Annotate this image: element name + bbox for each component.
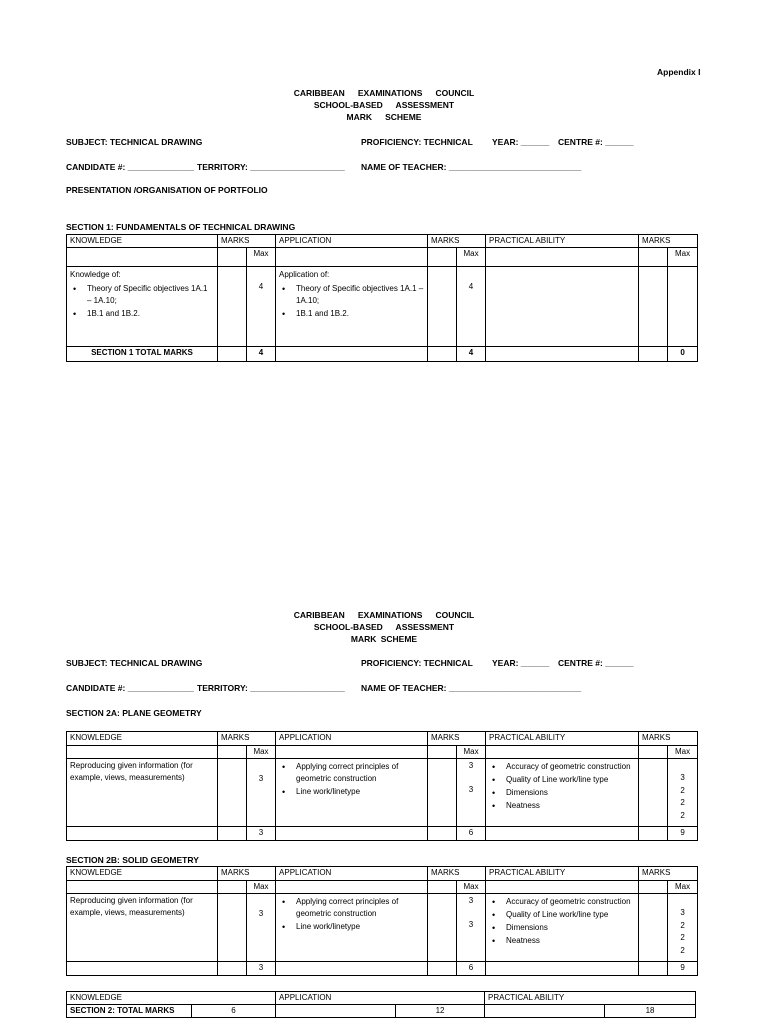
col-knowledge: KNOWLEDGE xyxy=(67,235,218,248)
section2a-knowledge-max: 3 xyxy=(247,759,276,827)
section2a-total-knowledge: 3 xyxy=(247,827,276,841)
application-intro: Application of: xyxy=(279,270,330,279)
col-application: APPLICATION xyxy=(276,732,428,746)
header-council: CARIBBEAN EXAMINATIONS COUNCIL xyxy=(293,610,475,620)
section2b-title: SECTION 2B: SOLID GEOMETRY xyxy=(66,855,199,865)
candidate-field: CANDIDATE #: ______________ xyxy=(66,162,194,172)
application-mark: 3 xyxy=(468,896,474,905)
knowledge-item: • 1B.1 and 1B.2. xyxy=(70,308,214,320)
application-mark: 3 xyxy=(468,785,474,794)
max-label: Max xyxy=(668,881,698,894)
appendix-label: Appendix I xyxy=(657,67,701,77)
practical-mark: 2 xyxy=(680,810,685,820)
col-knowledge: KNOWLEDGE xyxy=(67,732,218,746)
section1-knowledge-cell xyxy=(67,267,218,347)
practical-item: • Quality of Line work/line type xyxy=(489,909,635,921)
territory-field: TERRITORY: ____________________ xyxy=(197,162,345,172)
section2b-total-practical: 9 xyxy=(668,962,698,976)
col-marks: MARKS xyxy=(639,867,698,881)
section2b-practical-marks xyxy=(668,894,698,962)
practical-mark: 2 xyxy=(680,945,685,955)
section2b-application-marks xyxy=(457,894,486,962)
header-mark-scheme: MARK SCHEME xyxy=(350,634,418,644)
col-marks: MARKS xyxy=(428,732,486,746)
section1-knowledge-max: 4 xyxy=(247,267,276,347)
section2a-application-marks xyxy=(457,759,486,827)
max-label: Max xyxy=(247,248,276,267)
max-label: Max xyxy=(457,248,486,267)
application-item: • Applying correct principles of geometric construction xyxy=(279,761,424,785)
subject-label: SUBJECT: TECHNICAL DRAWING xyxy=(66,137,203,147)
header-block-2 xyxy=(0,609,768,645)
section2b-total-application: 6 xyxy=(457,962,486,976)
section2a-total-application: 6 xyxy=(457,827,486,841)
section2b-application-cell xyxy=(276,894,428,962)
practical-mark: 3 xyxy=(680,773,685,782)
practical-mark: 2 xyxy=(680,933,685,942)
col-marks: MARKS xyxy=(218,732,276,746)
header-block-1 xyxy=(0,87,768,123)
centre-field: CENTRE #: ______ xyxy=(558,658,634,668)
practical-mark: 2 xyxy=(680,785,685,795)
col-marks: MARKS xyxy=(218,867,276,881)
proficiency-label: PROFICIENCY: TECHNICAL xyxy=(361,137,473,147)
application-item: • Line work/linetype xyxy=(279,921,424,933)
application-item: • Line work/linetype xyxy=(279,786,424,798)
header-council: CARIBBEAN EXAMINATIONS COUNCIL xyxy=(293,88,475,98)
col-practical: PRACTICAL ABILITY xyxy=(486,867,639,881)
col-marks: MARKS xyxy=(218,235,276,248)
section2a-practical-marks xyxy=(668,759,698,827)
max-label: Max xyxy=(457,746,486,759)
max-label: Max xyxy=(247,881,276,894)
section2a-table xyxy=(66,731,698,841)
col-application: APPLICATION xyxy=(276,992,485,1005)
col-application: APPLICATION xyxy=(276,235,428,248)
centre-field: CENTRE #: ______ xyxy=(558,137,634,147)
section1-table xyxy=(66,234,698,362)
col-marks: MARKS xyxy=(639,732,698,746)
section1-total-practical: 0 xyxy=(668,347,698,362)
subject-label: SUBJECT: TECHNICAL DRAWING xyxy=(66,658,203,668)
section2b-practical-cell xyxy=(486,894,639,962)
section2-total-knowledge: 6 xyxy=(192,1005,276,1018)
candidate-field: CANDIDATE #: ______________ xyxy=(66,683,194,693)
max-label: Max xyxy=(457,881,486,894)
practical-item: • Dimensions xyxy=(489,922,635,934)
section2a-knowledge-text: Reproducing given information (for example, views, measurements) xyxy=(67,759,218,827)
practical-item: • Accuracy of geometric construction xyxy=(489,896,635,908)
section2b-knowledge-text: Reproducing given information (for example, views, measurements) xyxy=(67,894,218,962)
col-knowledge: KNOWLEDGE xyxy=(67,867,218,881)
col-marks: MARKS xyxy=(639,235,698,248)
year-field: YEAR: ______ xyxy=(492,658,550,668)
application-item: • 1B.1 and 1B.2. xyxy=(279,308,424,320)
section2a-practical-cell xyxy=(486,759,639,827)
section1-title: SECTION 1: FUNDAMENTALS OF TECHNICAL DRAWING xyxy=(66,222,296,232)
section2b-knowledge-max: 3 xyxy=(247,894,276,962)
application-mark: 3 xyxy=(468,761,474,770)
section2b-total-knowledge: 3 xyxy=(247,962,276,976)
knowledge-item: • Theory of Specific objectives 1A.1 – 1A.10; xyxy=(70,283,214,307)
max-label: Max xyxy=(247,746,276,759)
application-item: • Applying correct principles of geometric construction xyxy=(279,896,424,920)
section1-total-knowledge: 4 xyxy=(247,347,276,362)
practical-item: • Dimensions xyxy=(489,787,635,799)
section2-total-table xyxy=(66,991,696,1018)
presentation-label: PRESENTATION /ORGANISATION OF PORTFOLIO xyxy=(66,185,268,195)
practical-mark: 3 xyxy=(680,908,685,917)
col-knowledge: KNOWLEDGE xyxy=(67,992,276,1005)
application-mark: 3 xyxy=(468,920,474,929)
teacher-field: NAME OF TEACHER: ____________________________ xyxy=(361,162,582,172)
col-practical: PRACTICAL ABILITY xyxy=(485,992,696,1005)
practical-item: • Neatness xyxy=(489,935,635,947)
col-application: APPLICATION xyxy=(276,867,428,881)
section2a-title: SECTION 2A: PLANE GEOMETRY xyxy=(66,708,202,718)
max-label: Max xyxy=(668,248,698,267)
max-label: Max xyxy=(668,746,698,759)
practical-mark: 2 xyxy=(680,920,685,930)
application-item: • Theory of Specific objectives 1A.1 – 1A.10; xyxy=(279,283,424,307)
practical-item: • Accuracy of geometric construction xyxy=(489,761,635,773)
header-mark-scheme: MARK SCHEME xyxy=(346,112,422,122)
section1-total-label: SECTION 1 TOTAL MARKS xyxy=(67,347,218,362)
section2-total-label: SECTION 2: TOTAL MARKS xyxy=(67,1005,192,1018)
section1-application-cell xyxy=(276,267,428,347)
header-sba: SCHOOL-BASED ASSESSMENT xyxy=(313,622,455,632)
teacher-field: NAME OF TEACHER: ____________________________ xyxy=(361,683,582,693)
section1-application-max: 4 xyxy=(457,267,486,347)
knowledge-intro: Knowledge of: xyxy=(70,270,121,279)
col-marks: MARKS xyxy=(428,235,486,248)
section2b-table xyxy=(66,866,698,976)
section2-total-application: 12 xyxy=(396,1005,485,1018)
section2a-total-practical: 9 xyxy=(668,827,698,841)
practical-item: • Neatness xyxy=(489,800,635,812)
territory-field: TERRITORY: ____________________ xyxy=(197,683,345,693)
year-field: YEAR: ______ xyxy=(492,137,550,147)
proficiency-label: PROFICIENCY: TECHNICAL xyxy=(361,658,473,668)
practical-item: • Quality of Line work/line type xyxy=(489,774,635,786)
section2-total-practical: 18 xyxy=(605,1005,696,1018)
col-practical: PRACTICAL ABILITY xyxy=(486,235,639,248)
col-marks: MARKS xyxy=(428,867,486,881)
header-sba: SCHOOL-BASED ASSESSMENT xyxy=(313,100,455,110)
section1-total-application: 4 xyxy=(457,347,486,362)
section2a-application-cell xyxy=(276,759,428,827)
practical-mark: 2 xyxy=(680,798,685,807)
col-practical: PRACTICAL ABILITY xyxy=(486,732,639,746)
